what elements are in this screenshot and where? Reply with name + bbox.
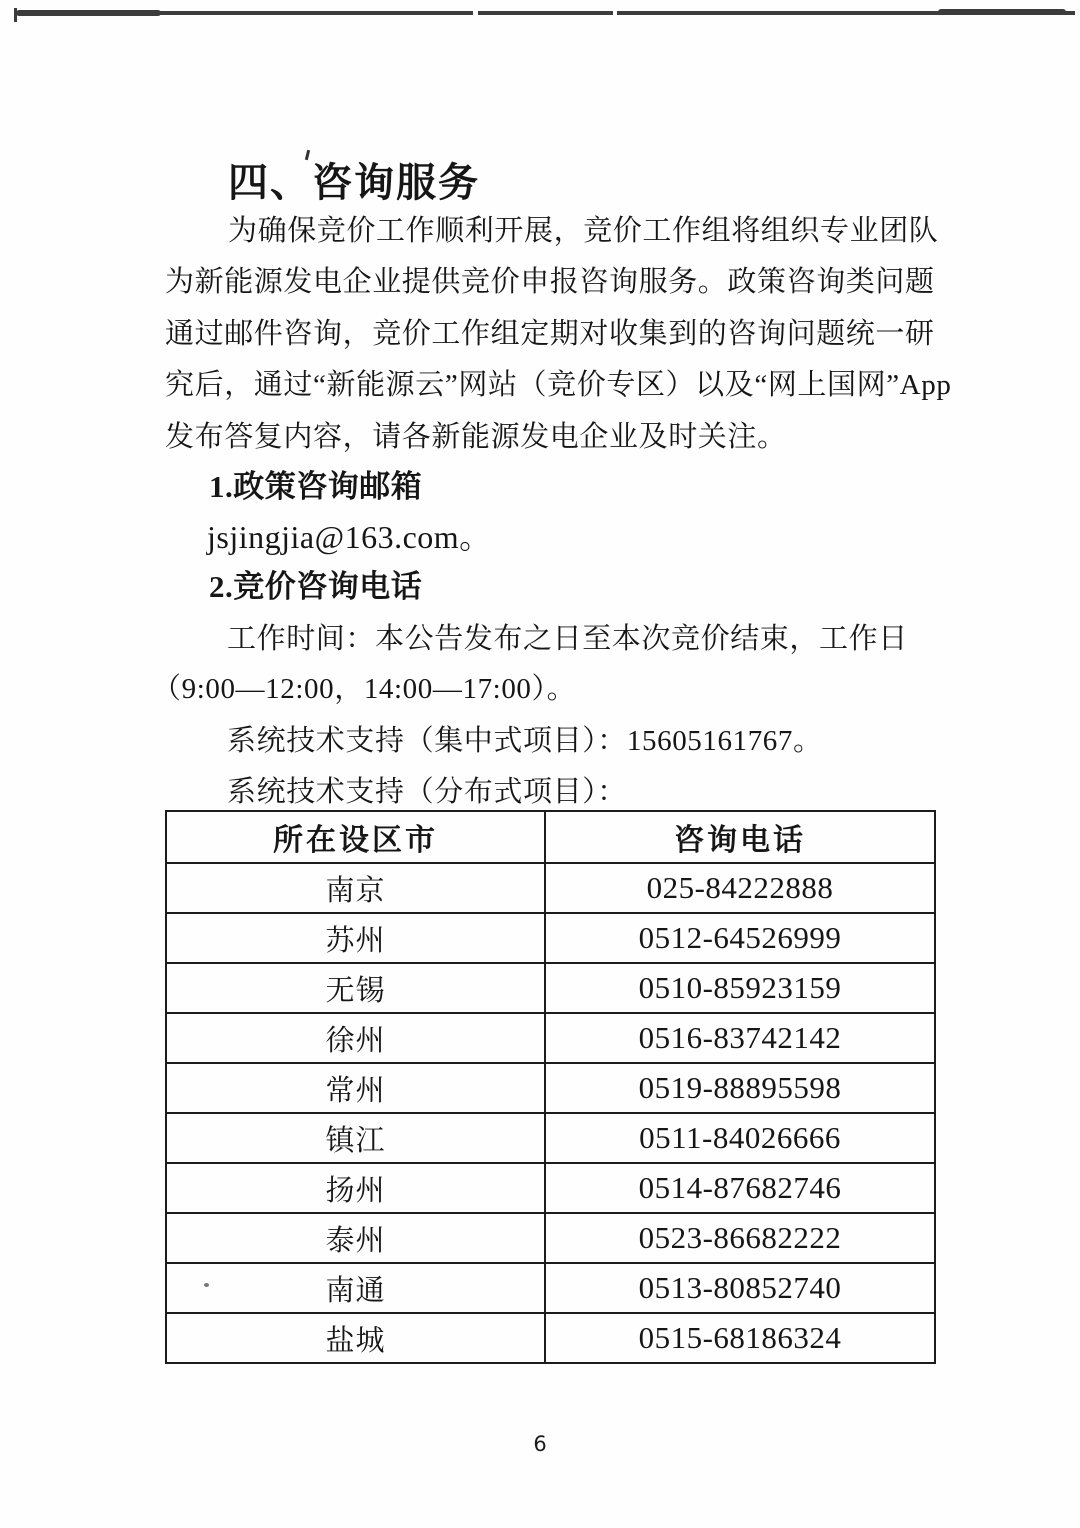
city-cell: 徐州 [166, 1013, 545, 1063]
table-row [166, 963, 935, 1013]
paragraph-line: 为确保竞价工作顺利开展，竞价工作组将组织专业团队 [228, 215, 939, 247]
scan-artifact-blotch [938, 9, 1066, 15]
city-phone-table [165, 810, 936, 1364]
scan-artifact-gap [613, 8, 617, 18]
paragraph-line: 为新能源发电企业提供竞价申报咨询服务。政策咨询类问题 [165, 266, 935, 298]
phone-cell: 0519-88895598 [545, 1063, 935, 1113]
email-address: jsjingjia@163.com。 [207, 519, 492, 555]
city-cell: 南京 [166, 863, 545, 913]
paragraph-line: 发布答复内容，请各新能源发电企业及时关注。 [165, 421, 787, 453]
table-row [166, 1063, 935, 1113]
page-number: 6 [533, 1432, 547, 1456]
scan-artifact-main [14, 11, 1075, 15]
support-phone-line: 系统技术支持（集中式项目）：15605161767。 [227, 725, 823, 757]
email-section-heading: 1.政策咨询邮箱 [209, 469, 423, 504]
table-row [166, 1213, 935, 1263]
header-phone: 咨询电话 [545, 811, 935, 863]
support-phone-line: 系统技术支持（分布式项目）： [227, 776, 627, 808]
working-hours-line: 工作时间：本公告发布之日至本次竞价结束，工作日 [227, 623, 908, 655]
section-heading: 四、咨询服务 [228, 160, 480, 206]
phone-cell: 0512-64526999 [545, 913, 935, 963]
city-cell: 无锡 [166, 963, 545, 1013]
city-cell: 扬州 [166, 1163, 545, 1213]
paragraph-line: 究后，通过“新能源云”网站（竞价专区）以及“网上国网”App [165, 369, 952, 401]
city-cell: 泰州 [166, 1213, 545, 1263]
city-cell: 镇江 [166, 1113, 545, 1163]
working-hours-line: （9:00—12:00，14:00—17:00）。 [152, 673, 577, 705]
city-cell: 盐城 [166, 1313, 545, 1363]
phone-cell: 0516-83742142 [545, 1013, 935, 1063]
table-row [166, 1113, 935, 1163]
table-row [166, 863, 935, 913]
city-cell: 南通 [166, 1263, 545, 1313]
phone-cell: 0510-85923159 [545, 963, 935, 1013]
table-row [166, 1263, 935, 1313]
table-header-row [166, 811, 935, 863]
table-row [166, 1163, 935, 1213]
header-city: 所在设区市 [166, 811, 545, 863]
paragraph-line: 通过邮件咨询，竞价工作组定期对收集到的咨询问题统一研 [165, 318, 935, 350]
scan-artifact-blotch [16, 10, 161, 16]
scan-artifact-gap [473, 8, 478, 18]
phone-cell: 0514-87682746 [545, 1163, 935, 1213]
city-cell: 苏州 [166, 913, 545, 963]
phone-cell: 0523-86682222 [545, 1213, 935, 1263]
table-row [166, 1313, 935, 1363]
phone-cell: 0511-84026666 [545, 1113, 935, 1163]
phone-section-heading: 2.竞价咨询电话 [209, 569, 423, 604]
table-row [166, 1013, 935, 1063]
phone-cell: 025-84222888 [545, 863, 935, 913]
city-cell: 常州 [166, 1063, 545, 1113]
phone-cell: 0515-68186324 [545, 1313, 935, 1363]
table-row [166, 913, 935, 963]
phone-cell: 0513-80852740 [545, 1263, 935, 1313]
